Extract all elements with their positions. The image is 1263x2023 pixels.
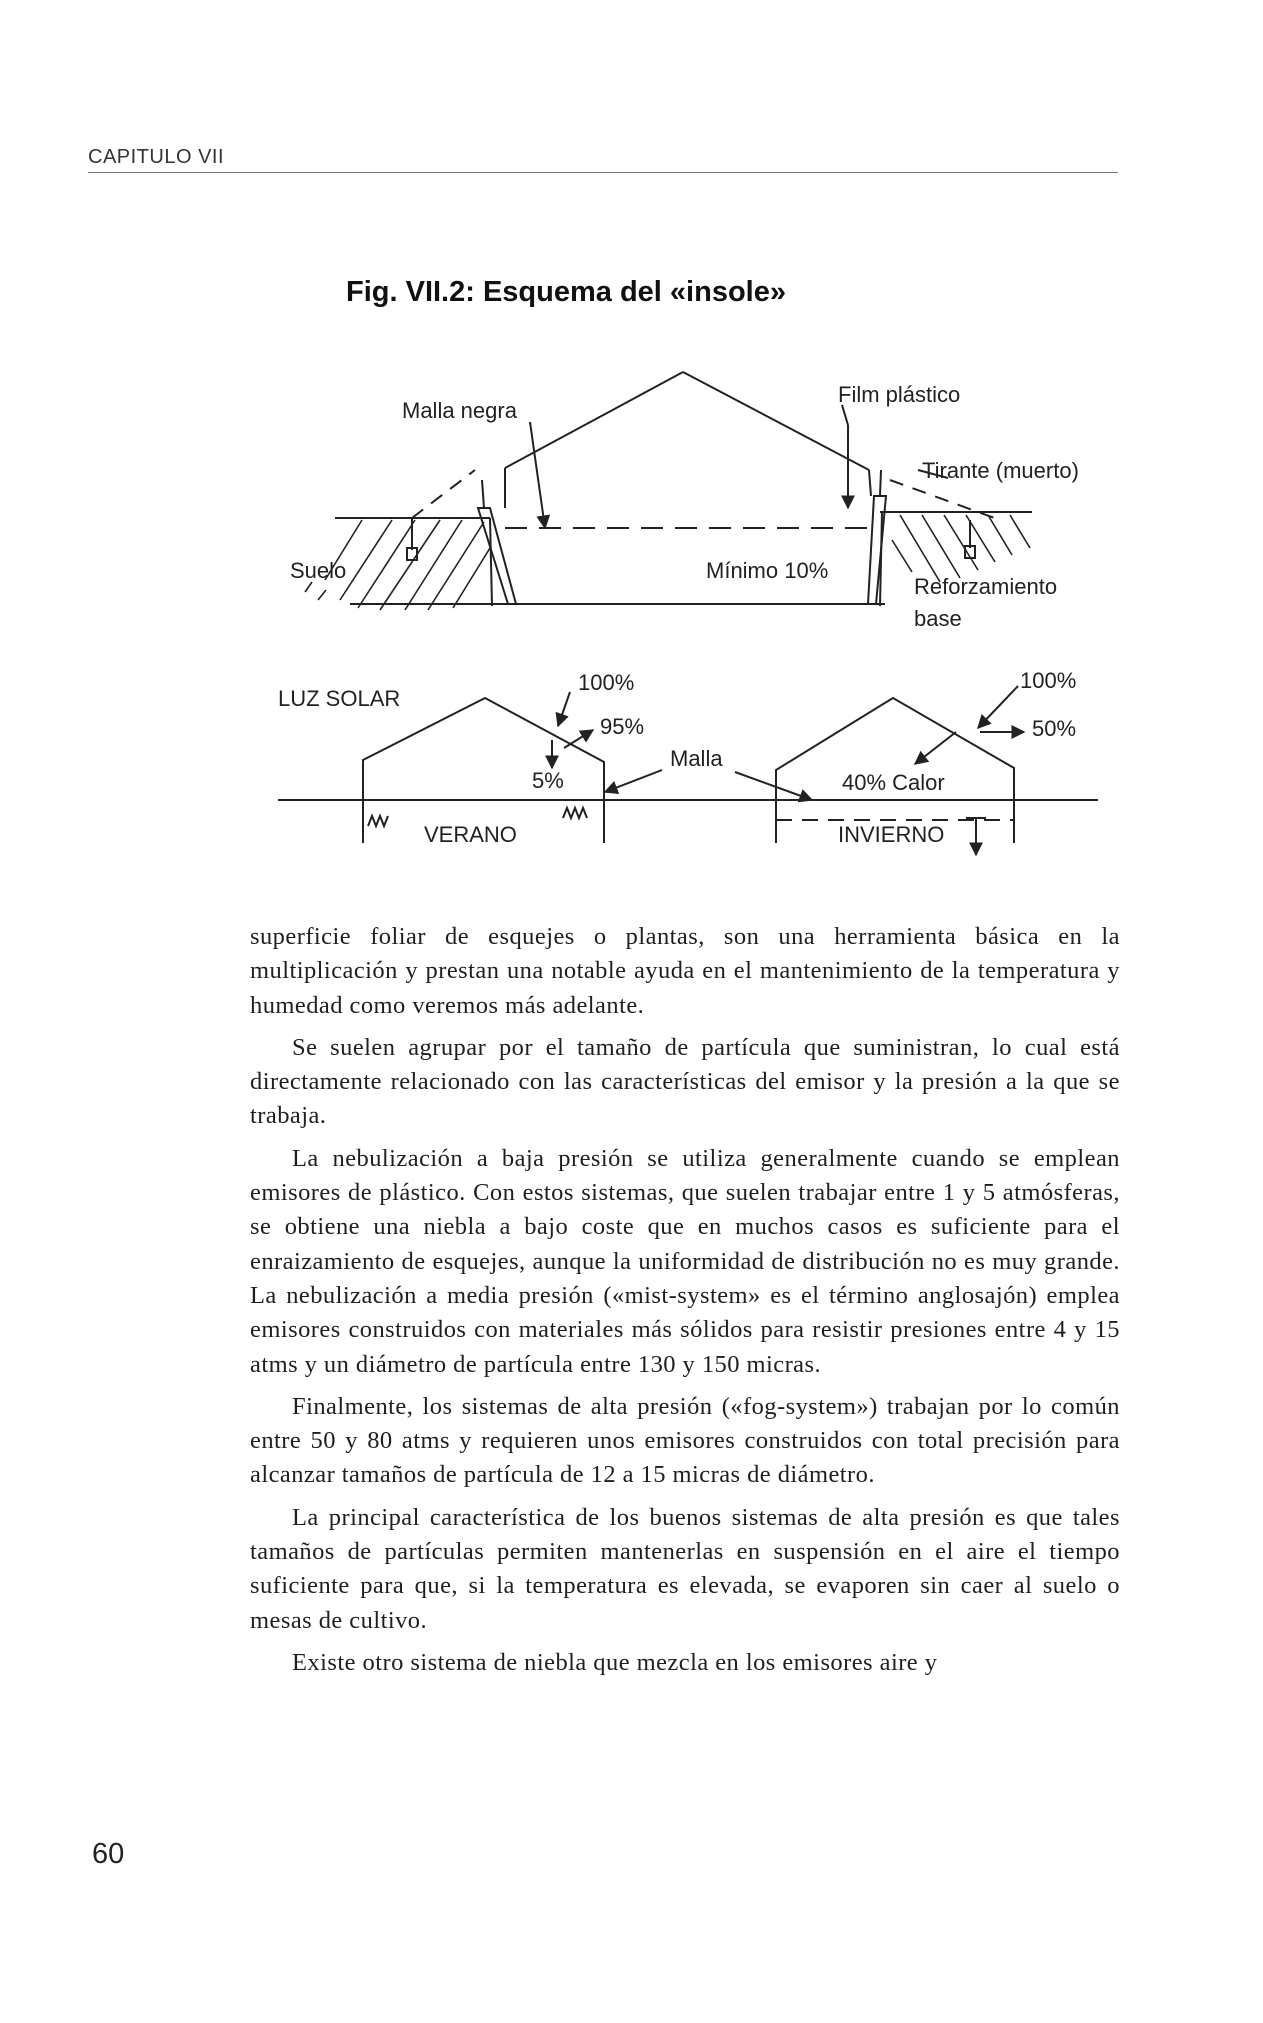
pointer-40 bbox=[915, 732, 956, 764]
label-malla: Malla bbox=[670, 746, 723, 771]
pointer-malla-negra bbox=[530, 422, 545, 528]
label-luz-solar: LUZ SOLAR bbox=[278, 686, 401, 711]
label-tirante: Tirante (muerto) bbox=[922, 458, 1079, 483]
label-verano: VERANO bbox=[424, 822, 517, 847]
insole-diagram bbox=[0, 0, 1263, 900]
running-head: CAPITULO VII bbox=[88, 146, 225, 168]
paragraph-4: Finalmente, los sistemas de alta presión («fog-system») trabajan por lo común entre 50 y 80 atms y requieren unos emisores construidos con total precisión para alcanzar tamaños de partícula de 12 a 15 micras de diámetro. bbox=[250, 1392, 1120, 1489]
pointer-100-summer bbox=[558, 692, 570, 726]
heat-wave-left bbox=[368, 816, 388, 826]
label-invierno-50: 50% bbox=[1032, 716, 1077, 741]
pointer-100-winter bbox=[978, 686, 1018, 728]
body-text bbox=[250, 920, 1120, 1688]
paragraph-2: Se suelen agrupar por el tamaño de partícula que suministran, lo cual está directamente relacionado con las características del emisor y la presión a la que se trabaja. bbox=[250, 1033, 1120, 1130]
label-invierno-100: 100% bbox=[1020, 668, 1077, 693]
label-minimo: Mínimo 10% bbox=[706, 558, 829, 583]
label-reforzamiento-2: base bbox=[914, 606, 962, 631]
paragraph-6: Existe otro sistema de niebla que mezcla en los emisores aire y bbox=[292, 1648, 938, 1676]
heat-wave-right bbox=[563, 808, 587, 818]
tie-rod-right bbox=[890, 480, 1000, 520]
label-film-plastico: Film plástico bbox=[838, 382, 961, 407]
pit-wall-left bbox=[490, 518, 492, 606]
label-malla-negra: Malla negra bbox=[402, 398, 517, 423]
roof-left bbox=[505, 372, 683, 468]
label-calor: 40% Calor bbox=[842, 770, 945, 795]
label-invierno: INVIERNO bbox=[838, 822, 945, 847]
label-suelo: Suelo bbox=[290, 558, 347, 583]
tie-rod-left bbox=[412, 470, 475, 518]
pointer-malla-winter bbox=[735, 772, 812, 800]
figure-title: Fig. VII.2: Esquema del «insole» bbox=[346, 276, 786, 308]
pointer-95 bbox=[564, 730, 593, 748]
paragraph-1: superficie foliar de esquejes o plantas, son una herramienta básica en la multiplicación y prestan una notable ayuda en el mantenimiento de la temperatura y humedad como veremos más adelante. bbox=[250, 923, 1120, 1019]
soil-hatch-right bbox=[892, 515, 1030, 582]
label-verano-5: 5% bbox=[532, 768, 564, 793]
label-reforzamiento-1: Reforzamiento bbox=[914, 574, 1058, 599]
paragraph-5: La principal característica de los buenos sistemas de alta presión es que tales tamaños de partículas permiten mantenerlas en suspensión en el aire el tiempo suficiente para que, si la temperatura es elevada, se evaporen sin caer al suelo o mesas de cultivo. bbox=[250, 1503, 1120, 1634]
pointer-malla-summer bbox=[605, 770, 662, 792]
label-verano-95: 95% bbox=[600, 714, 645, 739]
label-verano-100: 100% bbox=[578, 670, 635, 695]
page-number: 60 bbox=[92, 1838, 125, 1870]
paragraph-3: La nebulización a baja presión se utiliza generalmente cuando se emplean emisores de plástico. Con estos sistemas, que suelen trabajar entre 1 y 5 atmósferas, se obtiene una niebla a bajo coste que en muchos casos es suficiente para el enraizamiento de esquejes, aunque la uniformidad de distribución no es muy grande. La nebulización a media presión («mist-system» es el término anglosajón) emplea emisores construidos con materiales más sólidos para resistir presiones entre 4 y 15 atms y un diámetro de partícula entre 130 y 150 micras. bbox=[250, 1144, 1120, 1378]
